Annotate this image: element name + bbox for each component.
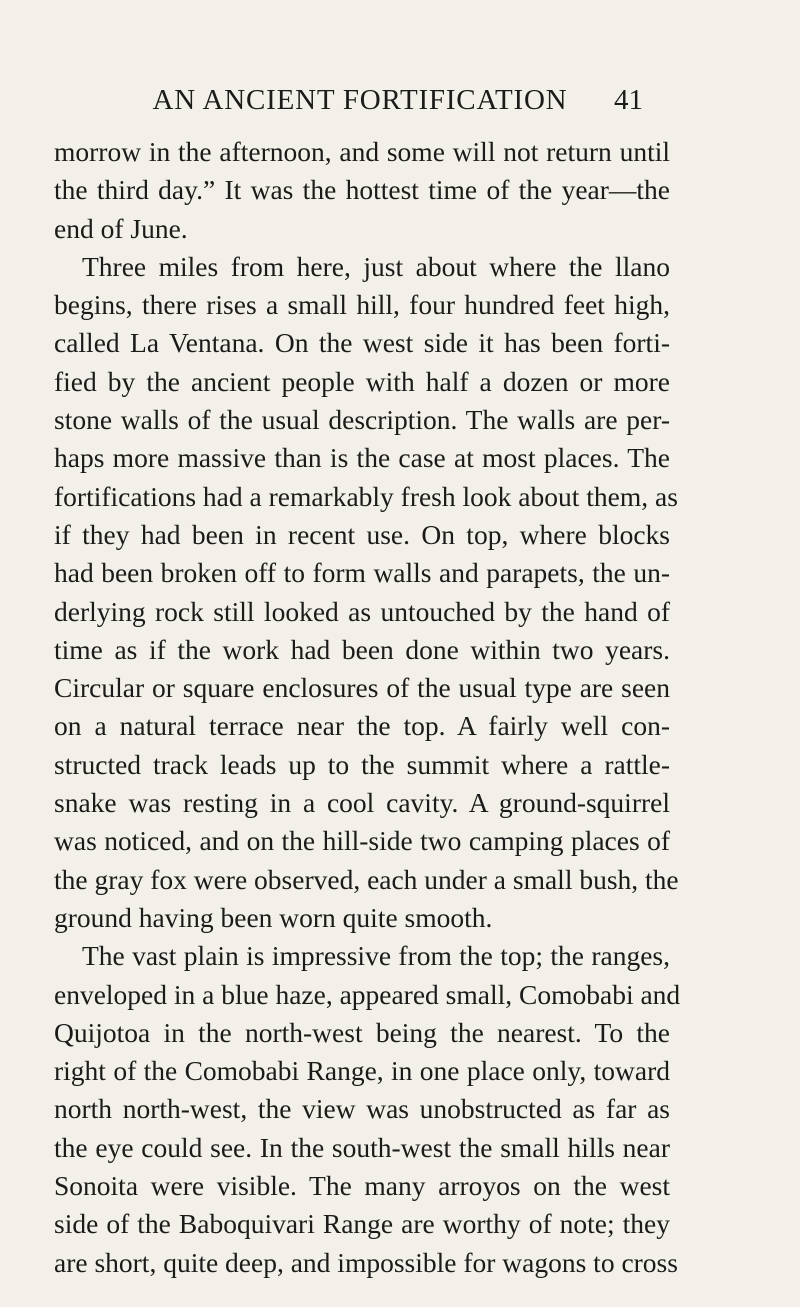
text-line: had been broken off to form walls and parapets, the un- xyxy=(54,557,670,589)
body-text xyxy=(54,133,681,1282)
text-line: Quijotoa in the north-west being the nearest. To the xyxy=(54,1016,670,1048)
text-line: begins, there rises a small hill, four hundred feet high, xyxy=(54,289,670,321)
text-line: end of June. xyxy=(54,212,188,244)
text-line: fortifications had a remarkably fresh look about them, as xyxy=(54,480,678,512)
text-line: on a natural terrace near the top. A fairly well con- xyxy=(54,710,670,742)
text-line: north north-west, the view was unobstructed as far as xyxy=(54,1093,670,1125)
page-number: 41 xyxy=(614,84,643,116)
text-line: time as if the work had been done within two years. xyxy=(54,633,670,665)
text-line: The vast plain is impressive from the top; the ranges, xyxy=(82,940,670,972)
text-line: structed track leads up to the summit where a rattle- xyxy=(54,748,670,780)
text-line: Three miles from here, just about where the llano xyxy=(82,250,670,282)
text-line: are short, quite deep, and impossible for wagons to cross xyxy=(54,1246,678,1278)
running-title: AN ANCIENT FORTIFICATION xyxy=(152,84,568,116)
text-line: side of the Baboquivari Range are worthy of note; they xyxy=(54,1208,670,1240)
text-line: morrow in the afternoon, and some will not return until xyxy=(54,136,670,167)
text-line: snake was resting in a cool cavity. A ground-squirrel xyxy=(54,787,670,819)
running-head xyxy=(0,80,800,120)
text-line: haps more massive than is the case at most places. The xyxy=(54,442,670,474)
text-line: called La Ventana. On the west side it has been forti- xyxy=(54,327,670,359)
text-line: Sonoita were visible. The many arroyos on the west xyxy=(54,1170,670,1202)
text-line: ground having been worn quite smooth. xyxy=(54,901,493,933)
text-line: enveloped in a blue haze, appeared small, Comobabi and xyxy=(54,978,681,1010)
text-line: the eye could see. In the south-west the small hills near xyxy=(54,1131,670,1163)
text-line: the third day.” It was the hottest time of the year—the xyxy=(54,174,670,206)
text-line: stone walls of the usual description. The walls are per- xyxy=(54,404,670,436)
text-line: derlying rock still looked as untouched by the hand of xyxy=(54,595,670,627)
text-line: fied by the ancient people with half a dozen or more xyxy=(54,365,670,397)
text-line: right of the Comobabi Range, in one place only, toward xyxy=(54,1055,670,1087)
text-line: Circular or square enclosures of the usual type are seen xyxy=(54,672,670,704)
text-line: was noticed, and on the hill-side two camping places of xyxy=(54,825,670,857)
text-line: if they had been in recent use. On top, where blocks xyxy=(54,518,670,550)
text-line: the gray fox were observed, each under a small bush, the xyxy=(54,863,679,895)
